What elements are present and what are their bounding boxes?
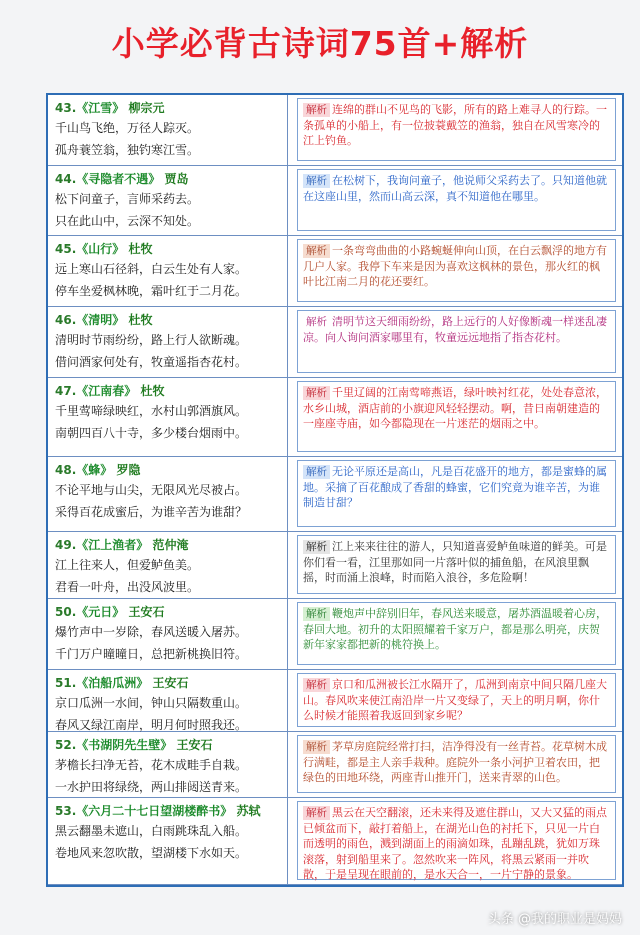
analysis-label: 解析 bbox=[303, 174, 330, 188]
poem-number: 47. bbox=[55, 384, 77, 398]
poem-title: 《清明》 bbox=[76, 313, 125, 327]
poem-heading bbox=[55, 675, 287, 692]
poem-line: 孤舟蓑笠翁，独钓寒江雪。 bbox=[55, 143, 200, 157]
analysis-cell bbox=[288, 599, 622, 669]
poem-number: 46. bbox=[55, 313, 77, 327]
poem-number: 53. bbox=[55, 804, 77, 818]
analysis-text: 无论平原还是高山，凡是百花盛开的地方，都是蜜蜂的属地。采摘了百花酿成了香甜的蜂蜜，它们究竟为谁辛苦，为谁制造甘甜？ bbox=[303, 465, 607, 509]
poem-line: 京口瓜洲一水间，钟山只隔数重山。 bbox=[55, 696, 248, 710]
poem-number: 44. bbox=[55, 172, 77, 186]
poem-author: 王安石 bbox=[176, 738, 213, 752]
poem-text-cell bbox=[48, 378, 288, 456]
analysis-box bbox=[297, 310, 616, 373]
poem-title: 《江南春》 bbox=[76, 384, 137, 398]
analysis-cell bbox=[288, 378, 622, 456]
analysis-label: 解析 bbox=[303, 244, 330, 258]
poem-line: 春风又绿江南岸，明月何时照我还。 bbox=[55, 718, 248, 732]
analysis-cell bbox=[288, 798, 622, 884]
poem-row bbox=[48, 307, 622, 378]
analysis-label: 解析 bbox=[303, 740, 330, 754]
poem-heading bbox=[55, 604, 287, 621]
analysis-label: 解析 bbox=[303, 103, 330, 117]
analysis-box bbox=[297, 801, 616, 880]
analysis-box bbox=[297, 381, 616, 452]
poem-text-cell bbox=[48, 307, 288, 377]
page-title: 小学必背古诗词75首+解析 bbox=[111, 24, 529, 63]
poem-heading bbox=[55, 737, 287, 754]
poem-author: 范仲淹 bbox=[152, 538, 189, 552]
analysis-box bbox=[297, 535, 616, 594]
analysis-cell bbox=[288, 532, 622, 598]
analysis-box bbox=[297, 602, 616, 665]
analysis-label: 解析 bbox=[303, 806, 330, 820]
analysis-cell bbox=[288, 307, 622, 377]
poem-author: 王安石 bbox=[152, 676, 189, 690]
analysis-label: 解析 bbox=[303, 465, 330, 479]
poem-author: 杜牧 bbox=[128, 242, 153, 256]
poem-heading bbox=[55, 100, 287, 117]
poem-line: 黑云翻墨未遮山，白雨跳珠乱入船。 bbox=[55, 824, 248, 838]
analysis-text: 茅草房庭院经常打扫，洁净得没有一丝青苔。花草树木成行满畦，都是主人亲手栽种。庭院外一条小河护卫着农田，把绿色的田地环绕，两座青山推开门，送来青翠的山色。 bbox=[303, 740, 607, 784]
poem-title: 《元日》 bbox=[76, 605, 125, 619]
poem-line: 卷地风来忽吹散，望湖楼下水如天。 bbox=[55, 846, 248, 860]
poem-line: 只在此山中，云深不知处。 bbox=[55, 214, 200, 228]
poem-text-cell bbox=[48, 532, 288, 598]
poem-row bbox=[48, 166, 622, 236]
analysis-text: 鞭炮声中辞别旧年，春风送来暖意，屠苏酒温暖着心房，春回大地。初升的太阳照耀着千家万户，都是那么明亮，庆贺新年家家都把新的桃符换上。 bbox=[303, 607, 607, 651]
analysis-text: 千里辽阔的江南莺啼燕语，绿叶映衬红花，处处春意浓，水乡山城，酒店前的小旗迎风轻轻摆动。啊，昔日南朝建造的一座座寺庙，如今都隐现在一片迷茫的烟雨之中。 bbox=[303, 386, 607, 430]
poem-text-cell bbox=[48, 236, 288, 306]
poem-heading bbox=[55, 241, 287, 258]
analysis-box bbox=[297, 735, 616, 793]
poem-row bbox=[48, 670, 622, 732]
analysis-text: 在松树下，我询问童子，他说师父采药去了。只知道他就在这座山里，然而山高云深，真不知道他在哪里。 bbox=[303, 174, 607, 203]
poem-heading bbox=[55, 312, 287, 329]
watermark: 头条 @我的职业是妈妈 bbox=[487, 912, 622, 927]
poem-number: 48. bbox=[55, 463, 77, 477]
poem-number: 49. bbox=[55, 538, 77, 552]
analysis-text: 江上来来往往的游人，只知道喜爱鲈鱼味道的鲜美。可是你们看一看，江里那如同一片落叶似的捕鱼船，在风浪里飘摇，时而涌上浪峰，时而陷入浪谷，多危险啊！ bbox=[303, 540, 607, 584]
analysis-text: 一条弯弯曲曲的小路蜿蜒伸向山顶，在白云飘浮的地方有几户人家。我停下车来是因为喜欢这枫林的景色，那火红的枫叶比江南二月的花还要红。 bbox=[303, 244, 607, 288]
poem-heading bbox=[55, 383, 287, 400]
poem-row bbox=[48, 378, 622, 457]
poem-line: 南朝四百八十寺，多少楼台烟雨中。 bbox=[55, 426, 248, 440]
analysis-label: 解析 bbox=[303, 386, 330, 400]
analysis-cell bbox=[288, 95, 622, 165]
poem-title: 《山行》 bbox=[76, 242, 125, 256]
poem-row bbox=[48, 732, 622, 798]
analysis-label: 解析 bbox=[306, 316, 327, 328]
poem-text-cell bbox=[48, 670, 288, 731]
poem-heading bbox=[55, 462, 287, 479]
poem-line: 采得百花成蜜后，为谁辛苦为谁甜？ bbox=[55, 505, 248, 519]
poem-author: 罗隐 bbox=[116, 463, 141, 477]
poem-table bbox=[46, 93, 624, 887]
poem-line: 不论平地与山尖，无限风光尽被占。 bbox=[55, 483, 248, 497]
analysis-box bbox=[297, 460, 616, 527]
poem-line: 江上往来人，但爱鲈鱼美。 bbox=[55, 558, 200, 572]
analysis-text: 连绵的群山不见鸟的飞影，所有的路上难寻人的行踪。一条孤单的小船上，有一位披蓑戴笠的渔翁，独自在风雪寒冷的江上钓鱼。 bbox=[303, 103, 607, 147]
analysis-text: 清明节这天细雨纷纷，路上远行的人好像断魂一样迷乱凄凉。向人询问酒家哪里有，牧童远远地指了指杏花村。 bbox=[303, 315, 607, 344]
poem-line: 千里莺啼绿映红，水村山郭酒旗风。 bbox=[55, 404, 248, 418]
poem-text-cell bbox=[48, 457, 288, 531]
poem-title: 《泊船瓜洲》 bbox=[76, 676, 149, 690]
poem-line: 爆竹声中一岁除，春风送暖入屠苏。 bbox=[55, 625, 248, 639]
poem-heading bbox=[55, 803, 287, 820]
poem-author: 贾岛 bbox=[164, 172, 189, 186]
poem-author: 柳宗元 bbox=[128, 101, 165, 115]
poem-title: 《书湖阴先生壁》 bbox=[76, 738, 173, 752]
poem-author: 王安石 bbox=[128, 605, 165, 619]
analysis-text: 黑云在天空翻滚，还未来得及遮住群山，又大又猛的雨点已倾盆而下，敲打着船上，在湖光山色的衬托下，只见一片白而透明的雨色，溅到湖面上的雨滴如珠，乱蹦乱跳，犹如万珠滚落，射到船里来了。忽然吹来一阵风，将黑云紧雨一并吹散，于是呈现在眼前的，是水天合一，一片宁静的景象。 bbox=[303, 806, 607, 881]
analysis-cell bbox=[288, 670, 622, 731]
poem-line: 千门万户曈曈日，总把新桃换旧符。 bbox=[55, 647, 248, 661]
poem-title: 《六月二十七日望湖楼醉书》 bbox=[76, 804, 233, 818]
poem-title: 《江雪》 bbox=[76, 101, 125, 115]
analysis-box bbox=[297, 98, 616, 161]
analysis-cell bbox=[288, 457, 622, 531]
poem-line: 茅檐长扫净无苔，花木成畦手自栽。 bbox=[55, 758, 248, 772]
analysis-box bbox=[297, 673, 616, 727]
poem-author: 杜牧 bbox=[128, 313, 153, 327]
poem-heading bbox=[55, 537, 287, 554]
poem-line: 君看一叶舟，出没风波里。 bbox=[55, 580, 200, 594]
poem-text-cell bbox=[48, 732, 288, 797]
poem-text-cell bbox=[48, 95, 288, 165]
poem-author: 苏轼 bbox=[236, 804, 261, 818]
analysis-label: 解析 bbox=[303, 540, 330, 554]
poem-number: 45. bbox=[55, 242, 77, 256]
poem-line: 停车坐爱枫林晚，霜叶红于二月花。 bbox=[55, 284, 248, 298]
poem-number: 52. bbox=[55, 738, 77, 752]
poem-row bbox=[48, 798, 622, 885]
poem-text-cell bbox=[48, 599, 288, 669]
poem-line: 借问酒家何处有，牧童遥指杏花村。 bbox=[55, 355, 248, 369]
poem-line: 松下问童子，言师采药去。 bbox=[55, 192, 200, 206]
poem-line: 远上寒山石径斜，白云生处有人家。 bbox=[55, 262, 248, 276]
analysis-box bbox=[297, 169, 616, 231]
poem-title: 《蜂》 bbox=[76, 463, 113, 477]
poem-row bbox=[48, 599, 622, 670]
analysis-box bbox=[297, 239, 616, 302]
poem-number: 43. bbox=[55, 101, 77, 115]
poem-row bbox=[48, 236, 622, 307]
analysis-label: 解析 bbox=[303, 678, 330, 692]
poem-row bbox=[48, 457, 622, 532]
analysis-label: 解析 bbox=[303, 607, 330, 621]
poem-row bbox=[48, 532, 622, 599]
poem-line: 千山鸟飞绝，万径人踪灭。 bbox=[55, 121, 200, 135]
poem-heading bbox=[55, 171, 287, 188]
poem-title: 《江上渔者》 bbox=[76, 538, 149, 552]
poem-row bbox=[48, 95, 622, 166]
poem-text-cell bbox=[48, 166, 288, 235]
analysis-cell bbox=[288, 236, 622, 306]
analysis-cell bbox=[288, 166, 622, 235]
poem-title: 《寻隐者不遇》 bbox=[76, 172, 161, 186]
poem-number: 51. bbox=[55, 676, 77, 690]
analysis-text: 京口和瓜洲被长江水隔开了，瓜洲到南京中间只隔几座大山。春风吹来使江南沿岸一片又变绿了，天上的明月啊，你什么时候才能照着我返回到家乡呢？ bbox=[303, 678, 607, 722]
poem-line: 清明时节雨纷纷，路上行人欲断魂。 bbox=[55, 333, 248, 347]
poem-author: 杜牧 bbox=[140, 384, 165, 398]
poem-text-cell bbox=[48, 798, 288, 884]
poem-number: 50. bbox=[55, 605, 77, 619]
analysis-cell bbox=[288, 732, 622, 797]
poem-line: 一水护田将绿绕，两山排闼送青来。 bbox=[55, 780, 248, 794]
